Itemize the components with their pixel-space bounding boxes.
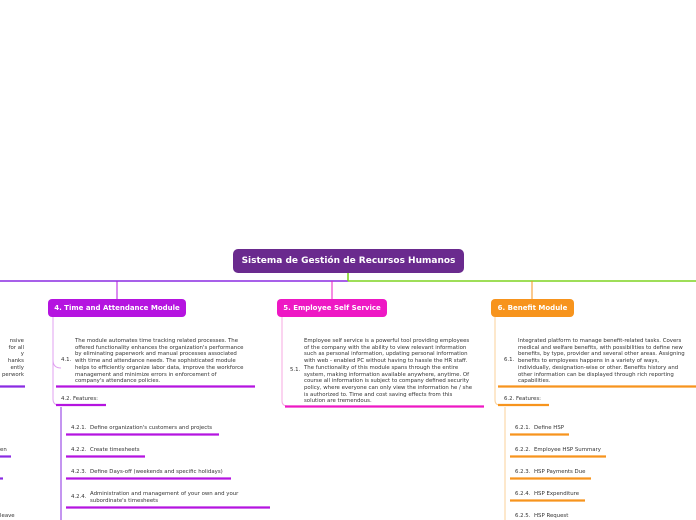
desc-line: with web - enabled PC without having to hassle the HR staff. (304, 358, 468, 365)
desc-line: capabilities. (518, 378, 551, 385)
desc-line: The module automates time tracking related processes. The (75, 338, 239, 344)
root-topic[interactable]: Sistema de Gestión de Recursos Humanos (233, 249, 464, 273)
topic-item[interactable]: Define organization's customers and projects (90, 425, 213, 431)
item-number: 6.2.4. (515, 491, 531, 497)
clipped-line: perwork (2, 371, 24, 378)
topic-employee-self-service[interactable]: 5. Employee Self Service (277, 299, 387, 317)
topic-benefit-module[interactable]: 6. Benefit Module (491, 299, 574, 317)
clipped-left-item[interactable]: leave (0, 513, 15, 519)
topic-item[interactable]: Define HSP (534, 425, 565, 431)
desc-line: medical and welfare benefits, with possibilities to define new (518, 344, 683, 351)
desc-line: policy, where everyone can only view the information he / she (304, 384, 473, 391)
topic-features[interactable]: 6.2. Features: (504, 396, 541, 402)
item-number: 6.2.5. (515, 513, 531, 519)
desc-line: The functionality of this module spans through the entire (304, 364, 459, 371)
clipped-line: y (20, 351, 24, 358)
desc-line: management and minimize errors in enforcement of (75, 371, 217, 378)
desc-line: offered functionality enhances the organization's performance (75, 344, 244, 351)
item-number: 6.2.3. (515, 469, 531, 475)
item-number: 4.2.1. (71, 425, 87, 431)
clipped-line: ently (10, 364, 24, 371)
topic-item[interactable]: HSP Payments Due (534, 469, 586, 475)
desc-number: 4.1. (61, 357, 72, 363)
clipped-left-item[interactable]: en (0, 447, 7, 453)
desc-line: by eliminating paperwork and manual processes associated (75, 351, 237, 358)
desc-line: Employee self service is a powerful tool providing employees (304, 338, 470, 344)
topic-item[interactable] (90, 491, 270, 504)
topic-item[interactable]: Define Days-off (weekends and specific holidays) (90, 469, 223, 475)
item-number: 4.2.3. (71, 469, 87, 475)
desc-number: 6.1. (504, 357, 515, 363)
desc-number: 5.1. (290, 367, 301, 373)
topic-features[interactable]: 4.2. Features: (61, 396, 98, 402)
topic-time-and-attendance[interactable]: 4. Time and Attendance Module (48, 299, 186, 317)
desc-line: company's attendance policies. (75, 378, 161, 385)
topic-item[interactable]: Create timesheets (90, 447, 140, 453)
item-line: subordinate's timesheets (90, 497, 159, 504)
desc-line: other information can be displayed through rich reporting (518, 371, 674, 378)
item-number: 4.2.2. (71, 447, 87, 453)
topic-description[interactable] (518, 338, 696, 385)
desc-line: helps to efficiently organize labor data, improve the workforce (75, 364, 244, 371)
desc-line: is authorized to. Time and cost saving effects from this (304, 391, 453, 398)
item-line: Administration and management of your own and your (90, 491, 239, 497)
topic-description[interactable] (304, 338, 490, 405)
desc-line: benefits, by type, provider and several other areas. Assigning (518, 351, 685, 358)
desc-line: with time and attendance needs. The sophisticated module (75, 358, 236, 365)
desc-line: such as personal information, updating personal information (304, 351, 468, 358)
branch6-tree-line (495, 317, 500, 405)
desc-line: benefits to employees happens in a variety of ways, (518, 358, 660, 365)
clipped-line: hanks (7, 358, 24, 365)
item-number: 6.2.1. (515, 425, 531, 431)
branch5-tree-line (282, 317, 288, 406)
item-number: 4.2.4. (71, 494, 87, 500)
item-number: 6.2.2. (515, 447, 531, 453)
desc-line: solution are tremendous. (304, 398, 372, 405)
desc-line: individually, designation-wise or other. Benefits history and (518, 364, 679, 371)
clipped-left-description[interactable] (0, 338, 24, 378)
desc-line: course all information is subject to company defined security (304, 378, 470, 385)
clipped-line: nsive (9, 338, 24, 344)
branch4-tree-line (53, 317, 61, 368)
desc-line: of the company with the ability to view relevant information (304, 344, 467, 351)
topic-item[interactable]: HSP Expenditure (534, 491, 580, 497)
desc-line: Integrated platform to manage benefit-related tasks. Covers (518, 338, 682, 344)
desc-line: system, making information available anywhere, anytime. Of (304, 371, 470, 378)
topic-item[interactable]: Employee HSP Summary (534, 447, 601, 453)
topic-description[interactable] (75, 338, 265, 385)
clipped-line: for all (8, 344, 24, 351)
topic-item[interactable]: HSP Request (534, 513, 569, 519)
